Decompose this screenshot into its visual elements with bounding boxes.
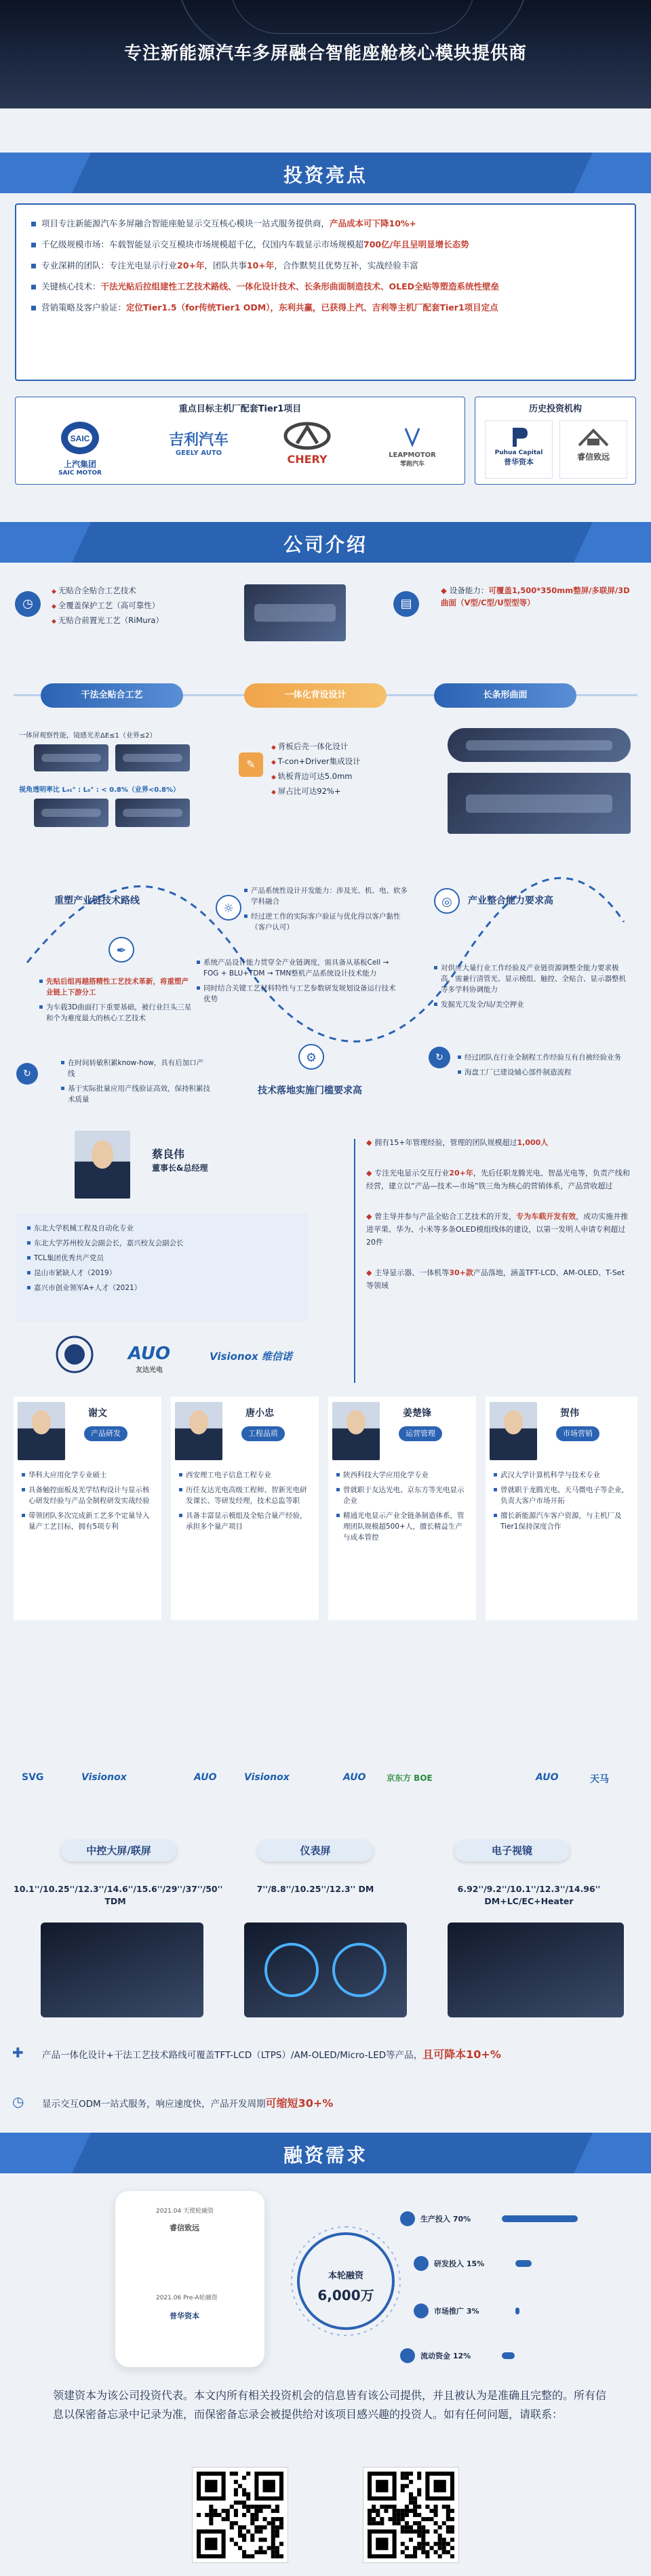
member-name: 贺伟 — [560, 1408, 579, 1419]
tool-icon: ✒ — [108, 937, 134, 963]
use-label: 生产投入 70% — [420, 2215, 471, 2223]
member-name: 谢文 — [88, 1408, 107, 1419]
member-name: 唐小忠 — [245, 1408, 274, 1419]
member-role: 运营管理 — [399, 1426, 442, 1441]
member-photo — [175, 1402, 222, 1460]
use-bar — [515, 2308, 519, 2314]
member-role: 工程品质 — [241, 1426, 285, 1441]
section-title-company: 公司介绍 — [283, 534, 368, 556]
qr-code[interactable] — [193, 2468, 288, 2562]
investor-card-title: 历史投资机构 — [528, 404, 582, 414]
hero-banner — [0, 0, 651, 108]
highlight-item: 关键核心技术：干法光贴后拉组建性工艺技术路线、一体化设计技术、长条形曲面制造技术、OLED全贴等塑造系统性壁垒 — [31, 280, 620, 294]
curved-display-photo — [448, 728, 631, 762]
summary-line-2: 显示交互ODM一站式服务，响应速度快，产品开发周期可缩短30+% — [42, 2097, 334, 2110]
use-label: 研发投入 15% — [434, 2259, 485, 2268]
geely-logo: 吉利汽车 GEELY AUTO — [168, 432, 229, 457]
team-member-card: 姜楚锋 运营管理 陕西科技大学应用化学专业 曾就职于友达光电、京东方等光电显示企业 精通光电显示产业全链条制造体系，管理团队规模超500+人，擅长精益生产与成本管控 — [328, 1396, 476, 1620]
round-date: 2021.04 天使轮融资 — [156, 2208, 214, 2215]
round-investor: 睿信致远 — [170, 2223, 199, 2232]
folder-icon: ▤ — [393, 591, 419, 617]
member-photo — [490, 1402, 537, 1460]
factory-bullets: 经过团队在行业全制程工作经验互有自被经验业务 海盘工厂已建设辅心部件制造流程 — [458, 1052, 634, 1082]
svg-text:SAIC: SAIC — [70, 434, 90, 443]
qr-code[interactable] — [363, 2468, 458, 2562]
highlight-item: 专业深耕的团队：专注光电显示行业20+年，团队共事10+年，合作默契且优势互补，实战经验丰富 — [31, 259, 620, 273]
system-design-bullets: 产品系统性设计开发能力：涉及光、机、电、软多学科融合 经过逆工作的实际客户验证与优化得以客户黏性（客户认可） — [244, 885, 414, 937]
target-icon: ◎ — [434, 888, 460, 914]
member-photo — [332, 1402, 380, 1460]
oem-card-title: 重点目标主机厂配套Tier1项目 — [178, 404, 302, 414]
section-title-highlights: 投资亮点 — [283, 164, 368, 186]
member-role: 产品研发 — [84, 1426, 127, 1441]
process-bullets: 先贴后组再越搭精性工艺技术革新，将重塑产业链上下游分工 为车载3D曲面打下重要基础，被行业巨头三星和个为难度最大的核心工艺技术 — [39, 976, 195, 1028]
clock-icon: ◷ — [12, 2093, 24, 2110]
label-chain: 重塑产业链技术路线 — [54, 895, 140, 906]
pill-dry-lamination: 干法全贴合工艺 — [41, 683, 183, 708]
university-logo — [47, 1335, 102, 1373]
equipment-capability: ◆ 设备能力：可覆盖1,500*350mm整屏/多联屏/3D曲面（V型/C型/U型型等） — [441, 586, 630, 607]
member-name: 姜楚锋 — [403, 1408, 431, 1419]
ceo-name: 蔡良伟 — [152, 1148, 185, 1161]
bulb-icon: ☼ — [216, 895, 241, 921]
label-integration: 产业整合能力要求高 — [468, 895, 553, 906]
investor-card — [475, 397, 636, 485]
use-label: 市场推广 3% — [434, 2307, 479, 2316]
section-band-financing — [0, 2133, 651, 2173]
pill-curved: 长条形曲面 — [434, 683, 576, 708]
product-sizes: 7''/8.8''/10.25''/12.3'' DM — [256, 1884, 374, 1894]
plus-icon: ✚ — [12, 2045, 24, 2061]
section-band-company — [0, 522, 651, 563]
product-sizes: 10.1''/10.25''/12.3''/14.6''/15.6''/29''/37''/50'' TDM — [14, 1884, 223, 1906]
product-tab-cluster: 仪表屏 — [258, 1840, 373, 1861]
product-tab-center: 中控大屏/联屏 — [61, 1840, 176, 1861]
cluster-display-photo — [244, 1923, 407, 2017]
highlight-item: 营销策略及客户验证：定位Tier1.5（for传统Tier1 ODM），东利共赢，已获得上汽、吉利等主机厂配套Tier1项目定点 — [31, 301, 620, 315]
ceo-experience: ◆ 拥有15+年管理经验，管理的团队规模超过1,000人 ◆ 专注光电显示交互行业20+年，先后任职龙腾光电、智晶光电等，负责产线和经营，建立以“产品—技术—市场”铁三角为核心的营销体系，产品营收超过 ◆ 曾主导并参与产品全贴合工艺技术的开发，专为车载开发有效，成功实施并推进苹果、华为、小米等多条OLED模组线体的建设，以第一发明人申请专利超过20件 ◆ 主导显示器、一体机等30+款产品落地，涵盖TFT-LCD、AM-OLED、T-Set等领域 — [366, 1138, 630, 1290]
clock-icon: ◷ — [15, 591, 41, 617]
ruixin-logo: 睿信致远 — [559, 420, 627, 479]
highlights-box — [15, 203, 636, 381]
member-role: 市场营销 — [556, 1426, 599, 1441]
car-interior-photo — [448, 773, 631, 834]
highlight-item: 项目专注新能源汽车多屏融合智能座舱显示交互核心模块一站式服务提供商，产品成本可下降10%+ — [31, 217, 620, 230]
design-icon: ✎ — [239, 752, 263, 777]
auo-logo: AUO 友达光电 — [127, 1344, 171, 1374]
leapmotor-logo: LEAPMOTOR 零跑汽车 — [375, 424, 450, 468]
center-display-photo — [41, 1923, 203, 2017]
use-marker — [414, 2256, 429, 2271]
use-bar — [502, 2352, 515, 2359]
team-member-card: 谢文 产品研发 华科大应用化学专业硕士 具备触控面板及光学结构设计与显示核心研发经验与产品全制程研发实战经验 带领团队多次完成新工艺多个定量导入量产工艺目标，拥有5项专利 — [14, 1396, 161, 1620]
use-bar — [502, 2215, 578, 2222]
round-investor: 普华资本 — [170, 2312, 199, 2320]
use-marker — [414, 2303, 429, 2318]
financing-use-chart — [271, 2190, 515, 2373]
arrow-icon: ↻ — [429, 1047, 450, 1068]
financing-history-card — [115, 2191, 264, 2367]
chery-logo: CHERY — [267, 422, 348, 466]
display-sample-photo — [34, 744, 108, 771]
dashboard-arc — [231, 0, 475, 34]
integration-detail-bullets: 对供应大量行业工作经验及产业链资源调整全能力要求极高，需兼行清管光、显示模组、触控、全贴合、显示器整机等多学科协调能力 发掘光兀发全/局/美空押业 — [434, 963, 631, 1014]
tech-bullets-left: ◆ 无贴合全贴合工艺技术 ◆ 全覆盖保护工艺（高可靠性） ◆ 无贴合前置光工艺（RiMura） — [52, 584, 187, 629]
highlight-item: 千亿级规模市场：车载智能显示交互模块市场规模超千亿，仅国内车载显示市场规模超700亿/年且呈明显增长态势 — [31, 238, 620, 251]
display-sample-photo — [34, 799, 108, 827]
puhua-capital-logo: Puhua Capital 普华资本 — [485, 420, 553, 479]
team-logo-row: SVG Visionox AUO Visionox AUO 京东方 BOE AUO 天马 — [22, 1772, 609, 1785]
team-member-card: 唐小忠 工程品质 西安理工电子信息工程专业 历任友达光电高级工程师、智新光电研发课长、等研发经理，技术总监等职 具备丰富显示模组及全贴合量产经验，承担多个量产项目 — [171, 1396, 319, 1620]
financing-center-title: 本轮融资 — [328, 2271, 363, 2281]
use-bar — [515, 2260, 532, 2267]
use-marker — [400, 2211, 415, 2226]
use-label: 流动资金 12% — [420, 2352, 471, 2360]
arrow-icon: ↻ — [16, 1063, 38, 1085]
product-sizes: 6.92''/9.2''/10.1''/12.3''/14.96'' DM+LC/EC+Heater — [457, 1884, 601, 1906]
integration-bullets: ◆ 背板后壳一体化设计 ◆ T-con+Driver集成设计 ◆ 轨板背边可达5.0mm ◆ 屏占比可达92%+ — [271, 740, 400, 800]
pill-integrated-design: 一体化背设设计 — [244, 683, 387, 708]
ceo-title: 董事长&总经理 — [152, 1163, 208, 1173]
summary-line-1: 产品一体化设计+干法工艺技术路线可覆盖TFT-LCD（LTPS）/AM-OLED/Micro-LED等产品，且可降本10+% — [42, 2048, 501, 2061]
ceo-credentials: 东北大学机械工程及自动化专业 东北大学苏州校友会副会长，嘉兴校友会副会长 TCL集团优秀共产党员 昆山市紧缺人才（2019） 嘉兴市创业领军A+人才（2021） — [16, 1213, 308, 1322]
cockpit-photo — [244, 584, 346, 641]
production-bullets: 在时间转敏积累know-how，具有后加口产线 基于实际批量应用产线验证高效，保持积累技术质量 — [61, 1058, 210, 1109]
section-title-financing: 融资需求 — [283, 2144, 368, 2167]
page-title: 专注新能源汽车多屏融合智能座舱核心模块提供商 — [123, 43, 527, 64]
fullchain-bullets: 系统产品设计能力贯穿全产业链调度，需具备从基板Cell → FOG + BLU+TDM → TMN整机产品系统设计技术能力 同时结合关键工艺材料特性与工艺参数研发规划设备运行技术优势 — [197, 957, 400, 1009]
disclaimer-text: 领建资本为该公司投资代表。本文内所有相关投资机会的信息皆有该公司提供，并且被认为是准确且完整的。所有信息以保密备忘录中记录为准，而保密备忘录会被提供给对该项目感兴趣的投资人。如有任何问题，请联系： — [53, 2389, 607, 2421]
round-date: 2021.06 Pre-A轮融资 — [156, 2295, 218, 2301]
display-sample-photo — [115, 744, 190, 771]
product-tab-mirror: 电子视镜 — [454, 1840, 570, 1861]
use-marker — [400, 2348, 415, 2363]
saic-logo: SAIC 上汽集团 SAIC MOTOR — [43, 420, 117, 477]
member-photo — [18, 1402, 65, 1460]
team-member-card: 贺伟 市场营销 武汉大学计算机科学与技术专业 曾就职于龙腾光电、天马微电子等企业，负责大客户市场开拓 擅长新能源汽车客户资源，与主机厂及Tier1保持深度合作 — [486, 1396, 637, 1620]
spec-note: 一体屏观察性能，镜感光差ΔE≤1（业界≤2） — [19, 732, 157, 740]
mirror-display-photo — [448, 1923, 624, 2017]
financing-amount: 6,000万 — [317, 2287, 374, 2303]
section-band-highlights — [0, 153, 651, 193]
label-landing: 技术落地实施门槛要求高 — [258, 1085, 362, 1096]
spec-note-2: 视角透明率比 L₄₅° : L₀° : < 0.8%（业界<0.8%） — [19, 786, 180, 794]
network-icon: ⚙ — [298, 1044, 324, 1070]
display-sample-photo — [115, 799, 190, 827]
ceo-photo — [75, 1131, 130, 1199]
oem-card — [15, 397, 465, 485]
visionox-logo: Visionox 维信诺 — [210, 1350, 292, 1363]
